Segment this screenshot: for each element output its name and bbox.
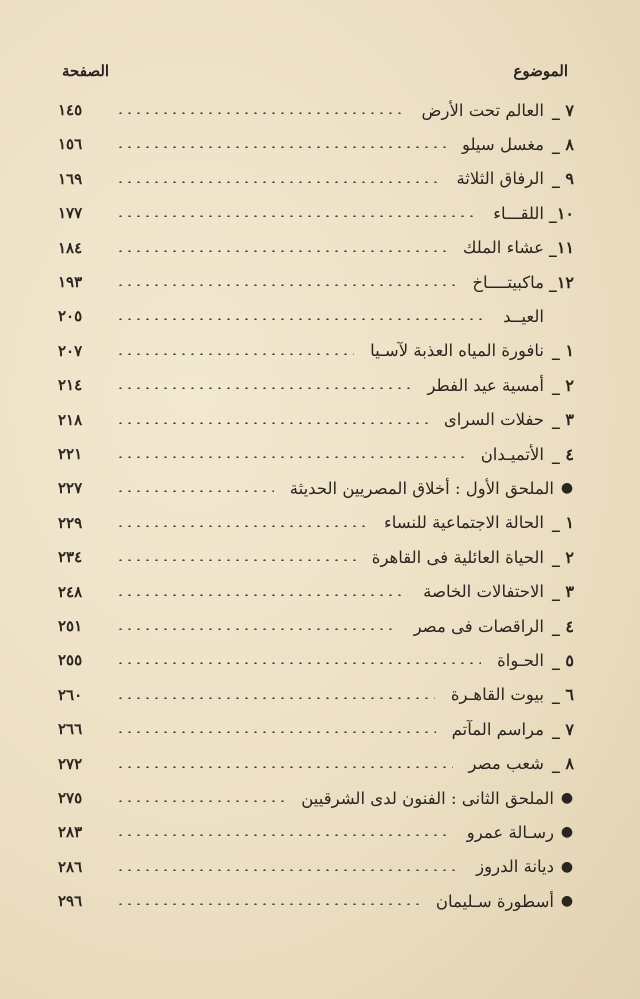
entry-number: ١ _	[551, 513, 574, 533]
entry-title: الملحق الثانى : الفنون لدى الشرقيين	[301, 788, 554, 808]
entry-page-number: ١٤٥	[58, 101, 83, 119]
entry-number: ٤ _	[551, 444, 574, 464]
dot-leader	[116, 268, 464, 296]
entry-number: ١٢_	[548, 272, 574, 292]
dot-leader	[116, 715, 444, 743]
dot-leader	[116, 302, 495, 330]
entry-page-number: ١٦٩	[58, 169, 83, 188]
toc-entry	[58, 818, 580, 846]
bullet-icon: ●	[560, 790, 574, 806]
entry-page-number: ١٥٦	[58, 135, 83, 154]
toc-entry	[58, 509, 580, 537]
entry-page-number: ٢٥١	[58, 617, 83, 635]
entry-title: نافورة المياه العذبة لآسـيا	[370, 341, 544, 361]
entry-page-number: ٢٩٦	[58, 892, 83, 911]
entry-title: الرفاق الثلاثة	[456, 169, 544, 189]
bullet-icon: ●	[560, 893, 574, 910]
dot-leader	[116, 681, 443, 709]
toc-entry	[58, 543, 580, 571]
toc-entry	[58, 302, 580, 330]
bullet-icon: ●	[560, 480, 574, 497]
entry-page-number: ٢٥٥	[58, 651, 83, 670]
dot-leader	[116, 750, 461, 778]
dot-leader	[116, 337, 362, 365]
entry-title: مراسم المآتم	[451, 719, 544, 739]
entry-page-number: ٢٨٣	[58, 823, 83, 842]
entry-title: شعب مصر	[468, 754, 544, 774]
dot-leader	[116, 96, 414, 124]
entry-title: العالم تحت الأرض	[421, 100, 544, 120]
toc-entry	[58, 715, 580, 743]
entry-page-number: ٢٤٨	[58, 582, 83, 601]
entry-page-number: ٢٢١	[58, 445, 83, 463]
entry-number: ٩ _	[551, 169, 574, 189]
entry-page-number: ١٧٧	[58, 204, 83, 223]
toc-entry	[58, 165, 580, 193]
bullet-icon: ●	[560, 824, 574, 841]
entry-page-number: ٢٠٧	[58, 341, 83, 360]
entry-title: أسطورة سـليمان	[435, 891, 554, 911]
dot-leader	[116, 474, 282, 502]
entry-title: العيــد	[503, 306, 544, 326]
dot-leader	[116, 612, 406, 640]
toc-entry	[58, 853, 580, 881]
dot-leader	[116, 646, 489, 674]
dot-leader	[116, 784, 293, 812]
entry-number: ٢ _	[551, 375, 574, 395]
dot-leader	[116, 543, 364, 571]
entry-title: الحالة الاجتماعية للنساء	[383, 513, 544, 533]
toc-entry	[58, 199, 580, 227]
entry-number: ٨ _	[551, 134, 574, 154]
bullet-icon: ●	[560, 858, 574, 875]
entry-title: حفلات السراى	[443, 410, 544, 430]
toc-entry	[58, 337, 580, 365]
entry-title: الحـواة	[497, 650, 544, 670]
dot-leader	[116, 371, 419, 399]
entry-page-number: ٢١٤	[58, 376, 83, 395]
toc-entry	[58, 578, 580, 606]
toc-entry	[58, 371, 580, 399]
entry-title: بيوت القاهـرة	[450, 685, 544, 705]
toc-entry	[58, 268, 580, 296]
toc-entry	[58, 440, 580, 468]
dot-leader	[116, 199, 485, 227]
dot-leader	[116, 234, 455, 262]
dot-leader	[116, 440, 473, 468]
toc-entry	[58, 646, 580, 674]
toc-entry	[58, 612, 580, 640]
toc-entry	[58, 96, 580, 124]
toc-entry	[58, 234, 580, 262]
entry-title: ماكبيتــــاخ	[472, 272, 544, 292]
entry-number: ٣ _	[551, 410, 574, 430]
dot-leader	[116, 853, 468, 881]
entry-number: ٢ _	[551, 547, 574, 567]
toc-entry	[58, 887, 580, 915]
dot-leader	[116, 130, 454, 158]
entry-page-number: ١٨٤	[58, 238, 83, 257]
entry-number: ١١_	[548, 238, 574, 258]
dot-leader	[116, 509, 376, 537]
dot-leader	[116, 406, 436, 434]
topic-header: الموضوع	[513, 62, 568, 80]
entry-number: ٨ _	[551, 754, 574, 774]
toc-entry	[58, 130, 580, 158]
entry-page-number: ٢٧٥	[58, 789, 83, 807]
entry-title: عشاء الملك	[462, 238, 544, 258]
entry-title: مغسل سيلو	[461, 134, 544, 154]
page-header: الصفحة	[62, 62, 110, 80]
entry-title: الملحق الأول : أخلاق المصريين الحديثة	[289, 478, 554, 498]
entry-title: رسـالة عمرو	[466, 822, 554, 842]
entry-number: ٧ _	[551, 719, 574, 739]
entry-number: ٤ _	[551, 616, 574, 636]
entry-title: اللقـــاء	[493, 203, 544, 223]
entry-number: ٦ _	[551, 685, 574, 705]
entry-title: ديانة الدروز	[476, 857, 554, 877]
entry-page-number: ١٩٣	[58, 273, 83, 291]
entry-page-number: ٢٢٩	[58, 513, 83, 532]
entry-page-number: ٢١٨	[58, 410, 83, 429]
toc-entry	[58, 784, 580, 812]
entry-number: ٥ _	[551, 650, 574, 670]
toc-entry	[58, 474, 580, 502]
entry-title: الراقصات فى مصر	[413, 616, 544, 636]
entry-page-number: ٢٦٦	[58, 720, 83, 739]
dot-leader	[116, 578, 415, 606]
toc-entry	[58, 750, 580, 778]
entry-number: ٣ _	[551, 582, 574, 602]
entry-page-number: ٢٨٦	[58, 857, 83, 876]
entry-title: الحياة العائلية فى القاهرة	[371, 547, 544, 567]
dot-leader	[116, 165, 448, 193]
entry-title: الأتميـدان	[480, 444, 544, 464]
toc-entry	[58, 681, 580, 709]
dot-leader	[116, 887, 428, 915]
entry-page-number: ٢٢٧	[58, 479, 83, 498]
entry-title: أمسية عيد الفطر	[427, 375, 544, 395]
dot-leader	[116, 818, 459, 846]
entry-number: ٧ _	[551, 100, 574, 120]
entry-page-number: ٢٣٤	[58, 548, 83, 567]
entry-page-number: ٢٠٥	[58, 307, 83, 326]
toc-entry	[58, 406, 580, 434]
entry-number: ١ _	[551, 341, 574, 361]
entry-title: الاحتفالات الخاصة	[423, 582, 544, 602]
entry-page-number: ٢٧٢	[58, 754, 83, 773]
entry-page-number: ٢٦٠	[58, 685, 83, 704]
entry-number: ١٠_	[548, 203, 574, 223]
